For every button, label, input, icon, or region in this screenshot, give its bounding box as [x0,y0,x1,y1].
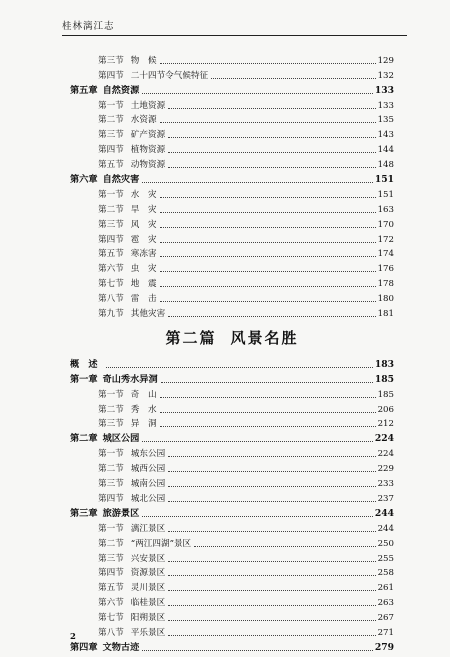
toc-entry-title: 水 灾 [130,189,157,200]
dot-leader [160,255,376,257]
toc-section-row [70,66,394,81]
toc-section-row [70,274,394,289]
toc-entry-title: 异 洞 [130,419,157,430]
toc-entry-page: 133 [377,100,394,111]
dot-leader [194,545,375,547]
toc-entry-title: “两江四湖”景区 [130,538,192,549]
toc-section-row [70,608,394,623]
toc-entry-title: 自然灾害 [102,174,140,186]
toc-section-row [70,549,394,564]
toc-section-row [70,489,394,504]
toc-entry-page: 181 [377,309,394,320]
toc-entry-number: 第三节 [98,130,124,141]
dot-leader [168,574,375,576]
toc-entry-page: 224 [374,433,394,445]
dot-leader [142,515,373,517]
toc-entry-number: 第六节 [98,598,124,609]
toc-section-row [70,385,394,400]
toc-entry-number: 第三节 [98,479,124,490]
toc-entry-title: 临桂景区 [130,598,166,609]
toc-entry-number: 第六节 [98,264,124,275]
toc-section-row [70,519,394,534]
toc-entry-number: 第三节 [98,553,124,564]
toc-entry-title: 虫 灾 [130,264,157,275]
toc-entry-page: 183 [374,358,394,370]
dot-leader [168,107,375,109]
toc-entry-page: 185 [374,373,394,385]
toc-section-row [70,230,394,245]
toc-entry-page: 279 [374,641,394,653]
toc-section-row [70,564,394,579]
dot-leader [161,381,373,383]
toc-entry-number: 第一节 [98,449,124,460]
toc-entry-number: 第二节 [98,404,124,415]
toc-entry-page: 267 [377,613,394,624]
toc-entry-page: 129 [377,55,394,66]
toc-entry-title: 灵川景区 [130,583,166,594]
dot-leader [160,285,376,287]
toc-chapter-row [70,81,394,96]
part-number: 第二篇 [165,328,217,347]
toc-entry-number: 第五节 [98,249,124,260]
dot-leader [168,455,375,457]
toc-entry-title: 旱 灾 [130,204,157,215]
toc-entry-page: 255 [377,553,394,564]
toc-entry-number: 第三节 [98,219,124,230]
dot-leader [168,151,375,153]
toc-entry-number: 第四节 [98,145,124,156]
toc-entry-page: 151 [377,189,394,200]
toc-entry-title: 物 候 [130,55,157,66]
toc-entry-number: 第五节 [98,160,124,171]
toc-section-row [70,289,394,304]
toc-entry-title: 奇山秀水异洞 [102,373,158,385]
toc-entry-page: 143 [377,130,394,141]
toc-entry-number: 第四节 [98,70,124,81]
toc-section-row [70,185,394,200]
dot-leader [160,226,376,228]
part-title: 风景名胜 [230,328,299,347]
dot-leader [168,530,375,532]
toc-entry-title: 漓江景区 [130,523,166,534]
toc-entry-title: 自然资源 [102,84,140,96]
toc-entry-page: 271 [377,627,394,638]
toc-entry-number: 第四章 [70,641,98,653]
toc-entry-page: 170 [377,219,394,230]
dot-leader [168,604,375,606]
dot-leader [160,241,376,243]
toc-entry-title: 奇 山 [130,389,157,400]
dot-leader [168,619,375,621]
page-number: 2 [70,632,76,642]
dot-leader [168,136,375,138]
toc-section-row [70,155,394,170]
toc-entry-number: 第九节 [98,309,124,320]
toc-entry-title: 城西公园 [130,464,166,475]
toc-entry-title: 阳朔景区 [130,613,166,624]
dot-leader [168,485,375,487]
dot-leader [160,211,376,213]
dot-leader [160,121,376,123]
toc-entry-title: 土地资源 [130,100,166,111]
toc-entry-number: 第三节 [98,419,124,430]
dot-leader [160,396,376,398]
toc-section-row [70,259,394,274]
toc-section-row [70,245,394,260]
toc-entry-page: 148 [377,160,394,171]
toc-section-row [70,96,394,111]
dot-leader [168,470,375,472]
toc-section-row [70,444,394,459]
toc-entry-number: 第六章 [70,174,98,186]
toc-entry-number: 第四节 [98,493,124,504]
toc-entry-number: 第二章 [70,433,98,445]
toc-entry-page: 178 [377,279,394,290]
toc-section-row [70,578,394,593]
toc-entry-page: 233 [377,479,394,490]
toc-entry-title: 文物古迹 [102,641,140,653]
toc-section-row [70,140,394,155]
toc-entry-number: 第二节 [98,204,124,215]
toc-section-row [70,400,394,415]
toc-chapter-row [70,504,394,519]
dot-leader [160,270,376,272]
toc-entry-number: 第七节 [98,613,124,624]
toc-entry-number: 第三节 [98,55,124,66]
dot-leader [142,181,373,183]
toc-bottom-list [70,355,394,653]
toc-entry-number: 第二节 [98,115,124,126]
toc-entry-number: 第二节 [98,538,124,549]
dot-leader [168,589,375,591]
dot-leader [168,560,375,562]
table-of-contents [70,51,394,653]
toc-entry-number: 第一章 [70,373,98,385]
toc-entry-page: 185 [377,389,394,400]
toc-section-row [70,125,394,140]
toc-entry-page: 224 [377,449,394,460]
toc-entry-page: 263 [377,598,394,609]
dot-leader [142,440,373,442]
toc-entry-page: 250 [377,538,394,549]
toc-entry-title: 矿产资源 [130,130,166,141]
toc-chapter-row [70,638,394,653]
toc-entry-page: 180 [377,294,394,305]
toc-chapter-row [70,429,394,444]
toc-entry-page: 244 [377,523,394,534]
dot-leader [142,92,373,94]
toc-entry-number: 第七节 [98,279,124,290]
toc-entry-number: 概 述 [70,358,98,370]
toc-entry-title: 雷 击 [130,294,157,305]
running-header: 桂林漓江志 [62,18,407,36]
toc-section-row [70,534,394,549]
toc-entry-title: 二十四节令气候特征 [130,70,209,81]
toc-entry-number: 第二节 [98,464,124,475]
toc-entry-title: 地 震 [130,279,157,290]
toc-entry-page: 163 [377,204,394,215]
toc-entry-page: 212 [377,419,394,430]
toc-entry-page: 206 [377,404,394,415]
toc-entry-number: 第四节 [98,568,124,579]
toc-entry-title: 水资源 [130,115,157,126]
dot-leader [160,425,376,427]
toc-entry-number: 第八节 [98,627,124,638]
part-heading [70,319,394,355]
toc-entry-number: 第八节 [98,294,124,305]
toc-top-list [70,51,394,319]
toc-entry-number: 第五章 [70,84,98,96]
toc-section-row [70,200,394,215]
toc-entry-title: 雹 灾 [130,234,157,245]
dot-leader [160,196,376,198]
toc-entry-title: 城北公园 [130,493,166,504]
toc-entry-title: 兴安景区 [130,553,166,564]
toc-entry-title: 风 灾 [130,219,157,230]
dot-leader [106,366,373,368]
toc-entry-page: 229 [377,464,394,475]
toc-entry-page: 176 [377,264,394,275]
toc-section-row [70,111,394,126]
toc-entry-title: 旅游景区 [102,507,140,519]
dot-leader [160,411,376,413]
toc-entry-number: 第四节 [98,234,124,245]
toc-entry-page: 174 [377,249,394,260]
toc-entry-title: 植物资源 [130,145,166,156]
toc-entry-page: 132 [377,70,394,81]
toc-section-row [70,593,394,608]
toc-section-row [70,415,394,430]
toc-entry-number: 第一节 [98,189,124,200]
dot-leader [160,62,376,64]
toc-entry-title: 动物资源 [130,160,166,171]
toc-entry-title: 城区公园 [102,433,140,445]
dot-leader [142,649,373,651]
toc-entry-title: 寒冻害 [130,249,157,260]
toc-entry-title: 平乐景区 [130,627,166,638]
toc-entry-title: 秀 水 [130,404,157,415]
toc-section-row [70,474,394,489]
toc-entry-page: 261 [377,583,394,594]
toc-entry-number: 第一节 [98,389,124,400]
toc-section-row [70,459,394,474]
toc-section-row [70,623,394,638]
dot-leader [168,634,375,636]
dot-leader [168,166,375,168]
toc-entry-page: 151 [374,174,394,186]
toc-entry-page: 172 [377,234,394,245]
toc-entry-page: 244 [374,507,394,519]
dot-leader [168,500,375,502]
dot-leader [211,77,375,79]
toc-entry-page: 258 [377,568,394,579]
toc-entry-page: 135 [377,115,394,126]
toc-entry-number: 第一节 [98,100,124,111]
toc-entry-number: 第五节 [98,583,124,594]
toc-entry-page: 237 [377,493,394,504]
dot-leader [168,315,375,317]
toc-entry-title: 城东公园 [130,449,166,460]
toc-section-row [70,51,394,66]
toc-chapter-row [70,355,394,370]
dot-leader [160,300,376,302]
toc-entry-title: 其他灾害 [130,309,166,320]
toc-entry-title: 资源景区 [130,568,166,579]
toc-entry-page: 144 [377,145,394,156]
toc-entry-number: 第三章 [70,507,98,519]
toc-chapter-row [70,370,394,385]
toc-section-row [70,215,394,230]
toc-chapter-row [70,170,394,185]
toc-section-row [70,304,394,319]
toc-entry-number: 第一节 [98,523,124,534]
toc-entry-page: 133 [374,84,394,96]
toc-entry-title: 城南公园 [130,479,166,490]
